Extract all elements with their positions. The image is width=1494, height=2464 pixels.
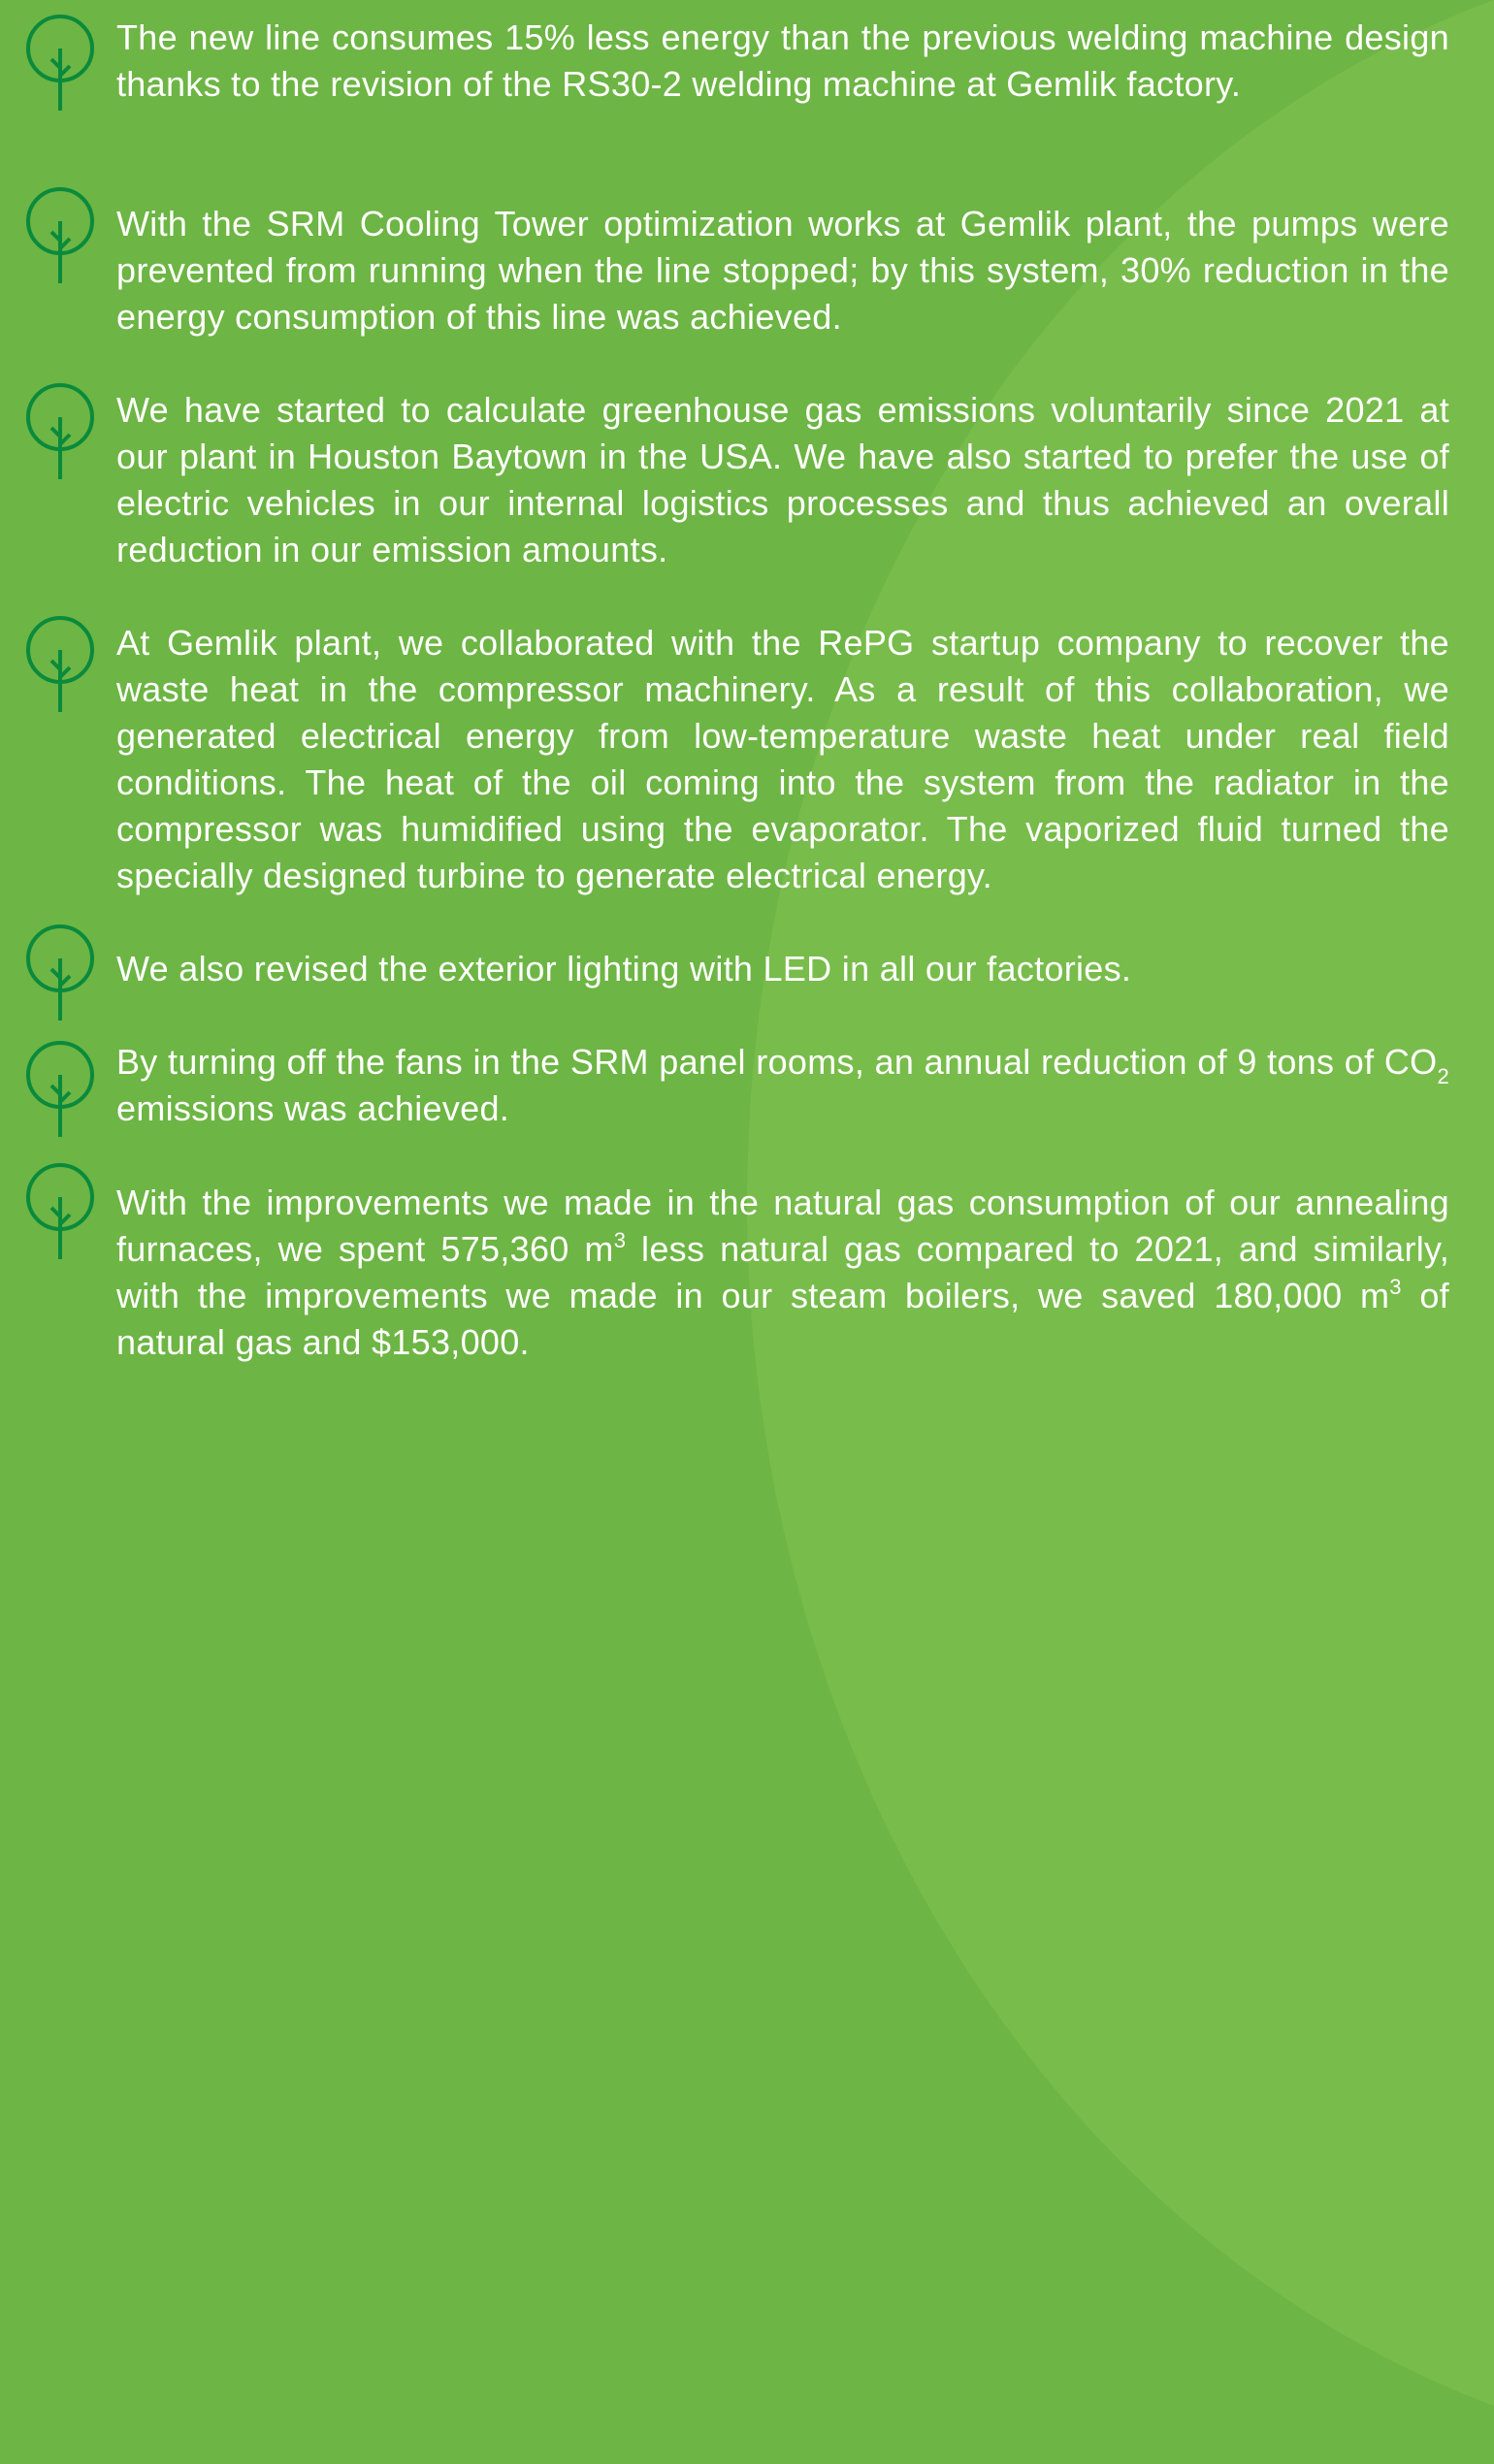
list-item-text-part: less natural gas compared to 2021, and similarly, with the improvements we made in our steam boilers, we saved 180,000 m	[116, 1229, 1449, 1315]
list-item-text: We have started to calculate greenhouse gas emissions voluntarily since 2021 at our plant in Houston Baytown in the USA. We have also started to prefer the use of electric vehicles in our internal logistics processes and thus achieved an overall reduction in our emission amounts.	[116, 390, 1449, 569]
tree-icon	[23, 1162, 97, 1275]
tree-icon	[23, 615, 97, 728]
list-item-text-part: By turning off the fans in the SRM panel rooms, an annual reduction of 9 tons of CO	[116, 1042, 1438, 1082]
tree-icon	[23, 382, 97, 495]
list-item-text-part: emissions was achieved.	[116, 1088, 510, 1128]
tree-icon	[23, 1040, 97, 1152]
tree-icon	[23, 186, 97, 299]
list-item-text	[116, 1180, 1449, 1366]
list-item-text-part: With the improvements we made in the natural gas consumption of our annealing furnaces, we spent 575,360 m	[116, 1183, 1449, 1269]
list-item-text-part: of natural gas and $153,000.	[116, 1276, 1449, 1362]
tree-icon	[23, 924, 97, 1036]
subscript: 2	[1437, 1064, 1449, 1088]
list-item-text: We also revised the exterior lighting with LED in all our factories.	[116, 949, 1132, 989]
list-item-text: The new line consumes 15% less energy than the previous welding machine design thanks to the revision of the RS30-2 welding machine at Gemlik factory.	[116, 17, 1449, 104]
list-item-text: At Gemlik plant, we collaborated with the RePG startup company to recover the waste heat in the compressor machinery. As a result of this collaboration, we generated electrical energy from low-temperature waste heat under real field conditions. The heat of the oil coming into the system from the radiator in the compressor was humidified using the evaporator. The vaporized fluid turned the specially designed turbine to generate electrical energy.	[116, 623, 1449, 895]
superscript: 3	[613, 1228, 627, 1252]
list-item-text	[116, 1039, 1449, 1132]
tree-icon	[23, 14, 97, 126]
list-item-text: With the SRM Cooling Tower optimization works at Gemlik plant, the pumps were prevented from running when the line stopped; by this system, 30% reduction in the energy consumption of this line was achieved.	[116, 204, 1449, 337]
superscript: 3	[1389, 1275, 1402, 1299]
